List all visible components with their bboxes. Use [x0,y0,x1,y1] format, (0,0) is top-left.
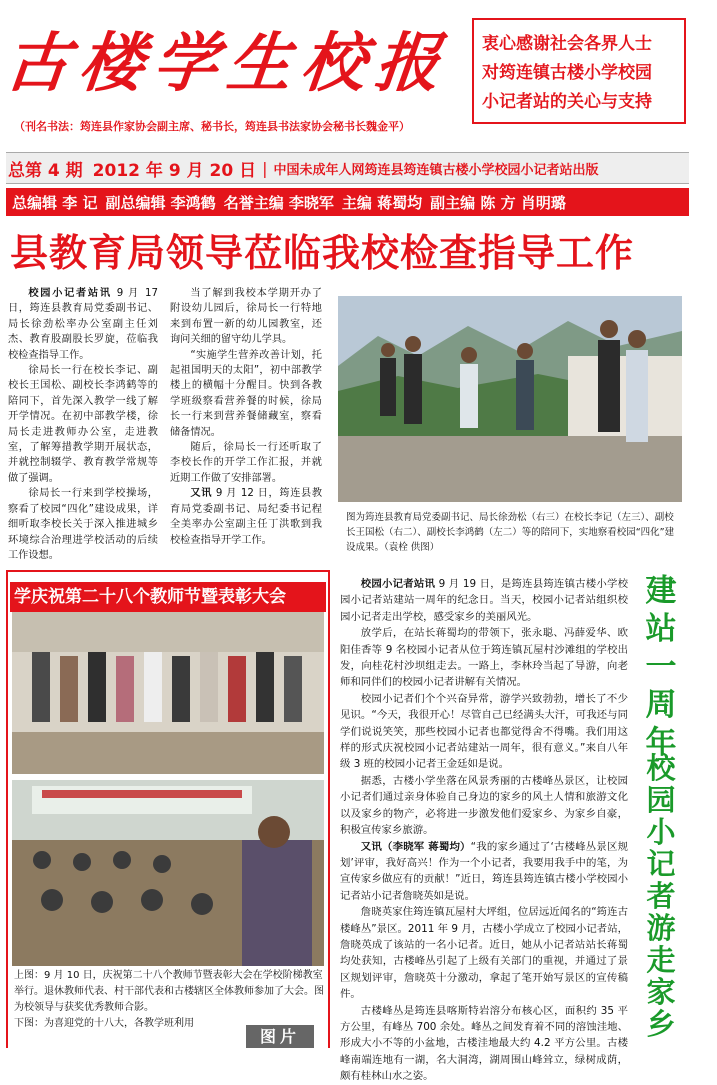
paragraph: 据悉，古楼小学坐落在风景秀丽的古楼峰丛景区，让校园小记者们通过亲身体验自己身边的家乡的风土人情和旅游文化以及家乡的物产，必将进一步激发他们爱家乡、为家乡自豪，积极宣传家乡旅游。 [340,774,628,837]
paragraph: 又讯（李晓军 蒋蜀均）“我的家乡通过了‘古楼峰丛景区规划’评审，我好高兴！作为一个小记者，我要用我手中的笔，为宣传家乡做应有的贡献！”近日，筠连县筠连镇古楼小学校园小记者站小记者詹晓英如是说。 [340,840,628,902]
issue-date: 2012 年 9 月 20 日 [92,160,257,181]
paragraph: “实施学生营养改善计划，托起祖国明天的太阳”，初中部教学楼上的横幅十分醒目。快到各教学班级察看营养餐的时候，徐局长一行来到营养餐储藏室，察看储备情况。 [170,349,322,438]
thanks-line: 小记者站的关心与支持 [482,92,652,112]
paragraph: 古楼峰丛是筠连县喀斯特岩溶分布核心区，面积约 35 平方公里，有峰丛 700 余处。峰丛之间发育着不同的溶蚀洼地、形成大小不等的小盆地，古楼洼地最大约 4.2 平方公里。古楼峰南端连地有一湖，名大洞湾，湖周围山峰耸立，绿树成荫，颇有桂林山水之姿。 [340,1004,628,1083]
teachers-day-banner: 学庆祝第二十八个教师节暨表彰大会 [10,582,326,612]
thanks-line: 对筠连镇古楼小学校园 [482,63,652,83]
editor-credit: 副总编辑 李鸿鹤 [105,193,216,212]
calligraphy-note: （刊名书法：筠连县作家协会副主席、秘书长，筠连县书法家协会秘书长魏金平） [14,120,410,133]
editors-bar [6,188,689,216]
teachers-group-photo [12,612,324,774]
editor-credit: 主编 蒋蜀均 [341,193,423,212]
editor-credit: 副主编 陈 方 肖明璐 [430,193,566,212]
vertical-headline-2: 校 园 小 记 者 游 走 家 乡 [646,751,676,1041]
masthead [0,0,717,150]
editor-credit: 总编辑 李 记 [12,193,98,212]
thanks-box [472,18,686,124]
main-headline: 县教育局领导莅临我校检查指导工作 [10,231,635,275]
vertical-headline-1: 建 站 一 周 年 [645,573,677,761]
issue-number: 总第 4 期 [8,160,83,181]
editor-credit: 名誉主编 李晓军 [223,193,334,212]
teachers-day-caption: 上图：9 月 10 日，庆祝第二十八个教师节暨表彰大会在学校阶梯教室举行。退休教师代表、村干部代表和古楼辖区全体教师参加了大会。图为校领导与获奖优秀教师合影。 下图：为喜迎党的十八大，各教学班利用 [14,970,324,1029]
newspaper-title: 古楼学生校报 [1,26,454,101]
article1-column-1 [8,286,158,564]
classroom-photo [12,780,324,966]
paragraph: 当了解到我校本学期开办了附设幼儿园后，徐局长一行特地来到布置一新的幼儿园教室，还询问关细的留守幼儿学具。 [170,288,322,346]
paragraph: 徐局长一行在校长李记、副校长王国松、副校长李鸿鹤等的陪同下，首先深入教学一线了解开学情况。在初中部教学楼，徐局长走进教师办公室，走进教室，了解筹措教学期开展状态，并就控制辍学、教育教学常规等做了强调。 [8,365,158,484]
picture-badge: 图片 [246,1025,314,1048]
article1-column-2 [170,286,322,564]
article2-body [340,576,629,1083]
paragraph: 又讯 9 月 12 日，筠连县教育局党委副书记、局纪委书记程全美率办公室副主任丁洪歌到我校检查指导开学工作。 [170,488,323,546]
paragraph: 放学后，在站长蒋蜀均的带领下，张永聪、冯薛爱华、欧阳佳香等 9 名校园小记者从位于筠连镇瓦屋村沙滩组的学校出发，向桂花村沙坝组走去。一路上，李林玲当起了导游，向老师和同伴们的校园小记者讲解有关情况。 [340,627,628,689]
paragraph: 校园小记者们个个兴奋异常，游学兴致勃勃，增长了不少见识。“今天，我很开心！尽管自己已经满头大汗，可我还与同学们说说笑笑，那些校园小记者也都觉得舍不得嘴。我们用这样的形式庆祝校园小记者站建站一周年，很有意义。”来自八年级 3 班的校园小记者王金廷如是说。 [340,692,628,771]
officials-photo-caption: 图为筠连县教育局党委副书记、局长徐劲松（右三）在校长李记（左三）、副校长王国松（右二）、副校长李鸿鹤（左二）等的陪同下，实地察看校园“四化”建设成果。（袁栓 供图） [346,512,675,553]
paragraph: 徐局长一行来到学校操场，察看了校园“四化”建设成果，详细听取李校长关于深入推进城乡环境综合治理进学校活动的后续工作设想。 [8,488,158,561]
officials-photo [338,296,682,502]
thanks-line: 衷心感谢社会各界人士 [482,34,652,54]
publisher: 中国未成年人网筠连县筠连镇古楼小学校园小记者站出版 [273,162,599,178]
issue-bar [6,152,689,184]
separator: | [262,158,268,178]
paragraph: 校园小记者站讯 9 月 17 日，筠连县教育局党委副书记、局长徐劲松率办公室副主任刘杰、教育股副股长罗旋，莅临我校检查指导工作。 [8,288,158,361]
paragraph: 校园小记者站讯 9 月 19 日，是筠连县筠连镇古楼小学校园小记者站建站一周年的纪念日。当天，校园小记者站组织校园小记者走出学校，感受家乡的美丽风光。 [340,578,629,623]
paragraph: 随后，徐局长一行还听取了李校长作的开学工作汇报，并就近期工作做了安排部署。 [170,442,322,484]
paragraph: 詹晓英家住筠连镇瓦屋村大坪组，位居远近闻名的“筠连古楼峰丛”景区。2011 年 9 月，古楼小学成立了校园小记者站，詹晓英成了该站的一名小记者。近日，她从小记者站站长蒋蜀均处获知，古楼峰丛引起了上级有关部门的重视，并通过了景区规划评审，詹晓英十分激动，拿起了笔开始写景区的宣传稿件。 [340,906,628,1001]
